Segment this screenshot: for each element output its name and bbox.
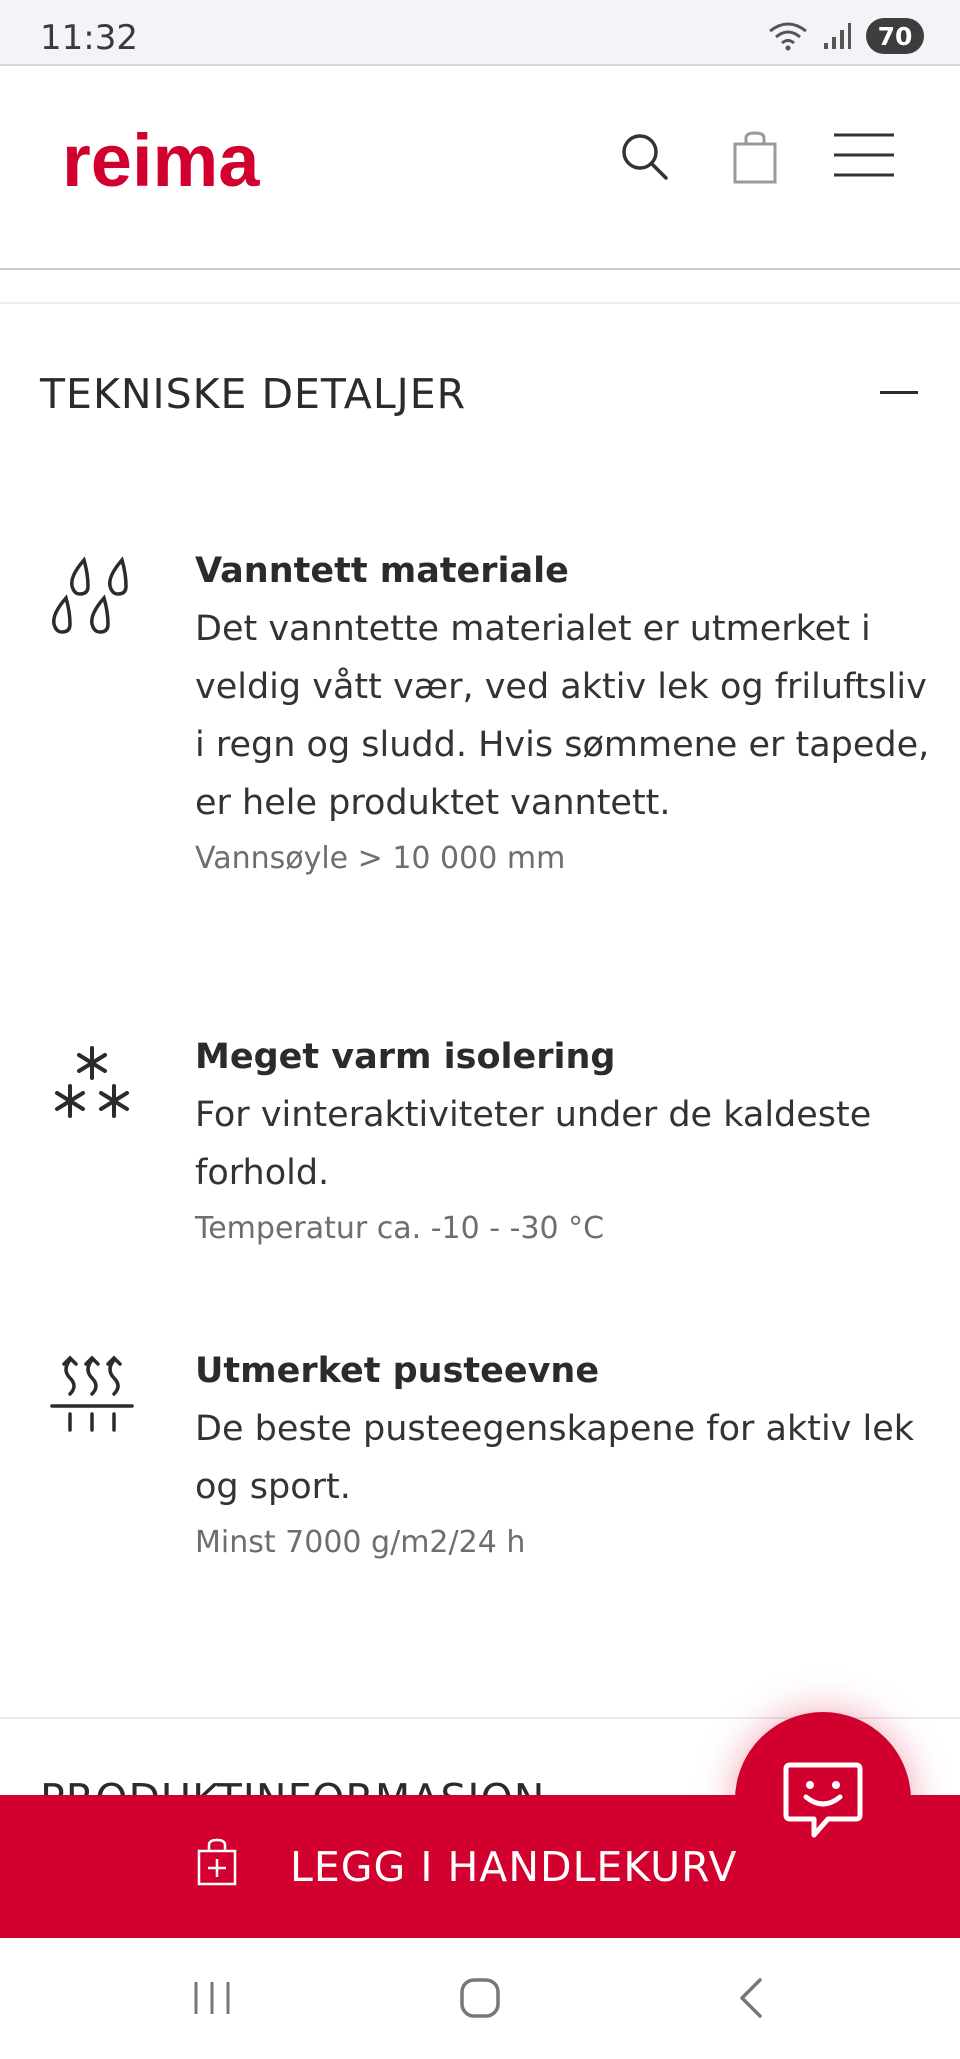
feature-spec: Vannsøyle > 10 000 mm (195, 841, 566, 876)
system-navigation-bar (0, 1938, 960, 2059)
section-divider (0, 302, 960, 304)
chat-smiley-icon (780, 1759, 866, 1841)
status-icons (768, 18, 924, 54)
snowflakes-icon (50, 1044, 134, 1128)
recent-apps-icon[interactable] (190, 1976, 234, 2020)
shopping-bag-icon[interactable] (730, 130, 780, 186)
chat-button[interactable] (735, 1712, 911, 1888)
section-title: TEKNISKE DETALJER (40, 370, 467, 418)
add-to-cart-label: LEGG I HANDLEKURV (290, 1843, 738, 1891)
reima-logo[interactable] (62, 128, 302, 198)
feature-spec: Temperatur ca. -10 - -30 °C (195, 1211, 605, 1246)
collapse-icon[interactable] (880, 391, 918, 394)
status-bar (0, 0, 960, 66)
back-icon[interactable] (730, 1976, 774, 2020)
water-drops-icon (50, 556, 134, 640)
feature-spec: Minst 7000 g/m2/24 h (195, 1525, 526, 1560)
feature-description: For vinteraktiviteter under de kaldeste forhold. (195, 1095, 872, 1193)
breathability-icon (50, 1354, 134, 1438)
feature-title: Utmerket pusteevne (195, 1351, 600, 1391)
menu-icon[interactable] (832, 130, 896, 180)
feature-title: Meget varm isolering (195, 1037, 616, 1077)
home-icon[interactable] (458, 1976, 502, 2020)
feature-title: Vanntett materiale (195, 551, 569, 591)
cart-add-icon (196, 1837, 238, 1887)
feature-description: Det vanntette materialet er utmerket i veldig vått vær, ved aktiv lek og friluftsliv i regn og sludd. Hvis sømmene er tapede, er hele produktet vanntett. (195, 609, 930, 823)
wifi-icon (768, 21, 808, 51)
battery-indicator: 70 (866, 18, 924, 54)
signal-icon (822, 21, 852, 51)
status-time: 11:32 (40, 18, 138, 58)
feature-description: De beste pusteegenskapene for aktiv lek og sport. (195, 1409, 915, 1507)
site-header (0, 68, 960, 270)
search-icon[interactable] (618, 130, 672, 184)
svg-text:reima: reima (62, 128, 260, 198)
